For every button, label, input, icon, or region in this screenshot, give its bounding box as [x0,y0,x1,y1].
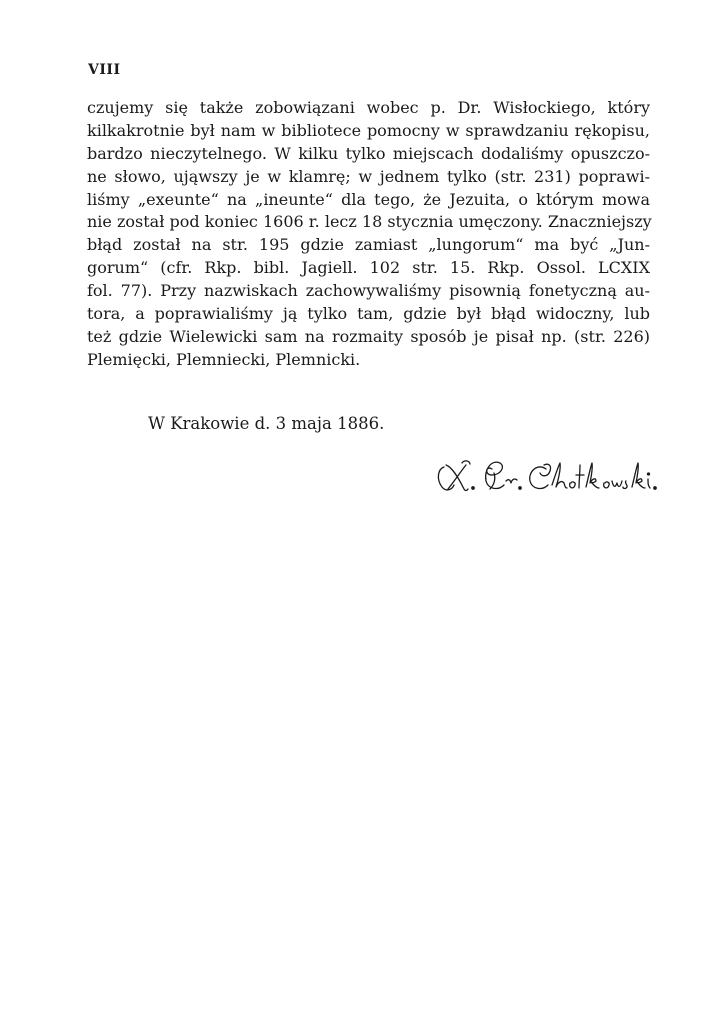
text-line: tora, a poprawialiśmy ją tylko tam, gdzie był błąd widoczny, lub [87,304,650,324]
page-number: VIII [88,62,121,78]
text-line: nie został pod koniec 1606 r. lecz 18 stycznia umęczony. Znaczniejszy [87,212,652,232]
text-line: czujemy się także zobowiązani wobec p. Dr. Wisłockiego, który [87,98,650,117]
text-line: błąd został na str. 195 gdzie zamiast „lungorum“ ma być „Jun- [87,235,650,255]
place-date: W Krakowie d. 3 maja 1886. [148,414,385,433]
text-line: bardzo nieczytelnego. W kilku tylko miejscach dodaliśmy opuszczo- [87,143,650,163]
signature-script [434,455,664,505]
text-line: kilkakrotnie był nam w bibliotece pomocny w sprawdzaniu rękopisu, [87,120,650,140]
signature [434,455,664,505]
body-paragraph [87,97,650,372]
text-line: ne słowo, ująwszy je w klamrę; w jednem tylko (str. 231) poprawi- [87,166,650,186]
text-line: Plemięcki, Plemniecki, Plemnicki. [87,349,361,369]
text-line: gorum“ (cfr. Rkp. bibl. Jagiell. 102 str. 15. Rkp. Ossol. LCXIX [87,258,650,278]
text-line: też gdzie Wielewicki sam na rozmaity sposób je pisał np. (str. 226) [87,326,650,346]
text-line: fol. 77). Przy nazwiskach zachowywaliśmy pisownią fonetyczną au- [87,281,650,301]
text-line: liśmy „exeunte“ na „ineunte“ dla tego, że Jezuita, o którym mowa [87,189,650,209]
